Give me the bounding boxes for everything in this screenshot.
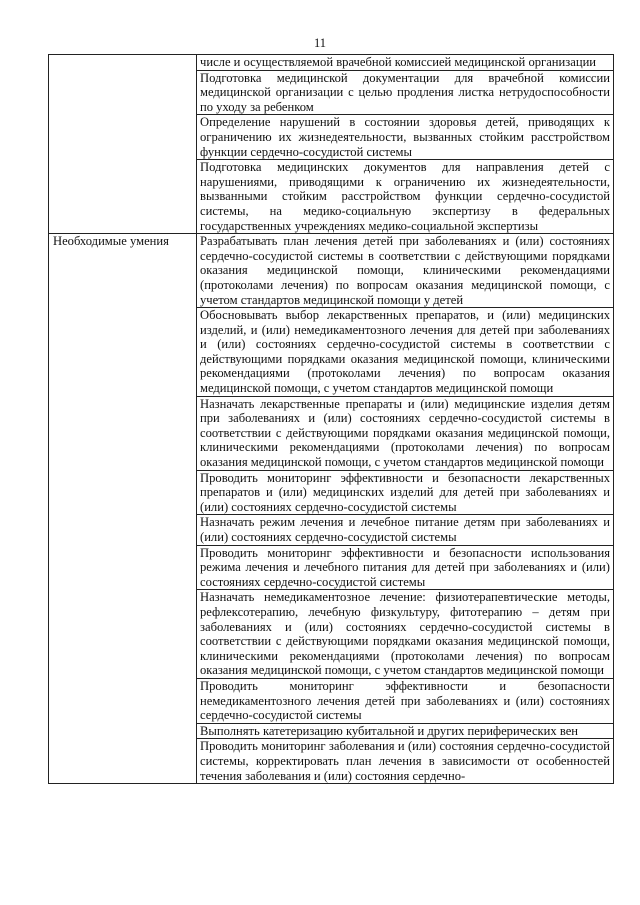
table-cell: Проводить мониторинг эффективности и безопасности использования режима лечения и лечебного питания для детей при заболеваниях и (или) состояниях сердечно-сосудистой системы — [197, 545, 614, 590]
table-row — [49, 234, 614, 308]
table-cell: Обосновывать выбор лекарственных препаратов, и (или) медицинских изделий, и (или) немедикаментозного лечения для детей при заболеваниях и (или) состояниях сердечно-сосудистой системы в соответствии с действующими порядками оказания медицинской помощи, клиническими рекомендациями (протоколами лечения) по вопросам оказания медицинской помощи, с учетом стандартов медицинской помощи — [197, 308, 614, 397]
table-cell: Назначать лекарственные препараты и (или) медицинские изделия детям при заболеваниях и (или) состояниях сердечно-сосудистой системы в соответствии с действующими порядками оказания медицинской помощи, клиническими рекомендациями (протоколами лечения) по вопросам оказания медицинской помощи, с учетом стандартов медицинской помощи — [197, 396, 614, 470]
qualification-table — [48, 54, 614, 784]
table-cell: Определение нарушений в состоянии здоровья детей, приводящих к ограничению их жизнедеятельности, вызванных стойким расстройством функции сердечно-сосудистой системы — [197, 115, 614, 160]
table-cell: Проводить мониторинг эффективности и безопасности немедикаментозного лечения детей при заболеваниях и (или) состояниях сердечно-сосудистой системы — [197, 678, 614, 723]
row-label-cell — [49, 55, 197, 234]
table-row — [49, 55, 614, 71]
table-cell: Подготовка медицинской документации для врачебной комиссии медицинской организации с целью продления листка нетрудоспособности по уходу за ребенком — [197, 70, 614, 115]
table-cell: Назначать немедикаментозное лечение: физиотерапевтические методы, рефлексотерапию, лечебную физкультуру, фитотерапию – детям при заболеваниях и (или) состояниях сердечно-сосудистой системы в соответствии с действующими порядками оказания медицинской помощи, клиническими рекомендациями (протоколами лечения) по вопросам оказания медицинской помощи, с учетом стандартов медицинской помощи — [197, 590, 614, 679]
table-cell: Выполнять катетеризацию кубитальной и других периферических вен — [197, 723, 614, 739]
table-cell: Проводить мониторинг эффективности и безопасности лекарственных препаратов и (или) медицинских изделий для детей при заболеваниях и (или) состояниях сердечно-сосудистой системы — [197, 470, 614, 515]
table-cell: Проводить мониторинг заболевания и (или) состояния сердечно-сосудистой системы, корректировать план лечения в зависимости от особенностей течения заболевания и (или) состояния сердечно- — [197, 739, 614, 784]
table-cell: числе и осуществляемой врачебной комиссией медицинской организации — [197, 55, 614, 71]
table-cell: Разрабатывать план лечения детей при заболеваниях и (или) состояниях сердечно-сосудистой системы в соответствии с действующими порядками оказания медицинской помощи, клиническими рекомендациями (протоколами лечения) по вопросам оказания медицинской помощи, с учетом стандартов медицинской помощи у детей — [197, 234, 614, 308]
page-number: 11 — [313, 36, 327, 50]
table-cell: Назначать режим лечения и лечебное питание детям при заболеваниях и (или) состояниях сердечно-сосудистой системы — [197, 515, 614, 545]
row-label-skills: Необходимые умения — [49, 234, 197, 784]
table-cell: Подготовка медицинских документов для направления детей с нарушениями, приводящими к ограничению их жизнедеятельности, вызванными стойким расстройством функции сердечно-сосудистой системы, на медико-социальную экспертизу в федеральных государственных учреждениях медико-социальной экспертизы — [197, 160, 614, 234]
